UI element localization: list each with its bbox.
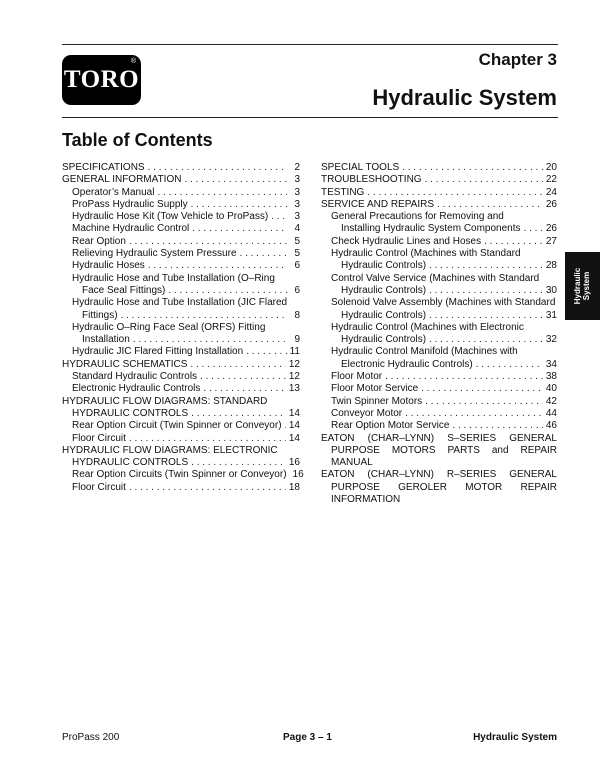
top-rule <box>62 44 558 45</box>
toc-entry-title: Control Valve Service (Machines with Standard <box>331 272 540 284</box>
toc-entry-page: 5 <box>294 235 300 247</box>
toc-entry-page: 20 <box>545 162 557 173</box>
dot-leader <box>429 285 543 297</box>
dot-leader <box>437 199 543 211</box>
toc-entry-page: 26 <box>545 223 557 235</box>
toc-entry-title: Floor Circuit <box>72 481 126 493</box>
toc-entry-title: Rear Option <box>72 235 126 247</box>
registered-mark: ® <box>130 58 136 65</box>
dot-leader <box>405 408 543 420</box>
toc-entry[interactable] <box>62 248 300 260</box>
toc-entry[interactable] <box>62 383 300 395</box>
dot-leader <box>148 260 287 272</box>
toc-entry[interactable] <box>321 199 557 211</box>
toc-entry-title: Relieving Hydraulic System Pressure <box>72 248 237 260</box>
toc-entry-page: 12 <box>288 358 300 370</box>
toc-entry-title: Standard Hydraulic Controls <box>72 371 198 383</box>
toc-entry-page: 44 <box>545 407 557 419</box>
toc-entry[interactable] <box>62 420 300 432</box>
toc-entry-title: Installation <box>82 334 130 346</box>
toc-entry[interactable] <box>62 273 300 285</box>
toc-left-column <box>62 162 304 494</box>
toc-entry-title: ProPass Hydraulic Supply <box>72 198 188 210</box>
toc-entry-title: HYDRAULIC FLOW DIAGRAMS: ELECTRONIC <box>62 444 278 456</box>
toc-entry[interactable] <box>321 469 557 481</box>
toc-entry[interactable] <box>321 310 557 322</box>
dot-leader <box>190 359 285 371</box>
logo-text: TORO <box>63 66 140 93</box>
dot-leader <box>121 310 287 322</box>
toc-entry-title: Hydraulic Control (Machines with Standard <box>331 248 521 260</box>
toc-entry-page: 3 <box>294 198 300 210</box>
toc-entry-title: SERVICE AND REPAIRS <box>321 198 434 210</box>
toc-entry-title: Installing Hydraulic System Components <box>341 223 521 235</box>
toc-entry[interactable] <box>62 408 300 420</box>
toc-entry-page: 14 <box>288 432 300 444</box>
toc-entry[interactable] <box>62 433 300 445</box>
dot-leader <box>484 236 543 248</box>
toc-heading: Table of Contents <box>62 130 213 150</box>
toc-entry-page: 18 <box>288 481 300 493</box>
dot-leader <box>240 248 287 260</box>
dot-leader <box>191 457 286 469</box>
toc-entry-title: TESTING <box>321 186 365 198</box>
dot-leader <box>148 162 287 174</box>
dot-leader <box>385 371 543 383</box>
toc-entry[interactable] <box>62 285 300 297</box>
toc-entry-title: Rear Option Circuit (Twin Spinner or Conveyor) <box>72 420 282 432</box>
dot-leader <box>425 174 543 186</box>
toc-entry-title: Floor Circuit <box>72 432 126 444</box>
toc-entry[interactable] <box>62 322 300 334</box>
toc-entry-page: 38 <box>545 371 557 383</box>
toc-entry-title: Hydraulic Controls) <box>341 334 427 346</box>
toc-entry-title: Hydraulic Controls) <box>341 309 427 321</box>
toc-entry[interactable] <box>321 371 557 383</box>
dot-leader <box>402 162 543 174</box>
toc-entry[interactable] <box>321 334 557 346</box>
toc-entry[interactable] <box>321 297 557 309</box>
toc-entry[interactable] <box>321 174 557 186</box>
toc-entry[interactable] <box>62 371 300 383</box>
toc-entry[interactable] <box>62 346 300 358</box>
toc-entry-title: Hydraulic Hose and Tube Installation (JIC Flared <box>72 297 288 309</box>
toc-entry-title: Hydraulic Hose Kit (Tow Vehicle to ProPass) <box>72 211 269 223</box>
dot-leader <box>200 371 286 383</box>
dot-leader <box>421 383 543 395</box>
toc-entry-page: 11 <box>289 346 300 358</box>
toc-entry-page: 34 <box>545 358 557 370</box>
toc-entry-page: 3 <box>294 186 300 198</box>
dot-leader <box>246 346 286 358</box>
toc-entry-page: 8 <box>294 309 300 321</box>
toc-entry-title: INFORMATION <box>331 494 401 506</box>
toc-entry-title: Hydraulic Controls) <box>341 260 427 272</box>
toc-entry[interactable] <box>321 359 557 371</box>
toc-entry-title: HYDRAULIC CONTROLS <box>72 457 189 469</box>
toc-entry-title: EATON (CHAR–LYNN) S–SERIES GENERAL <box>321 432 557 444</box>
dot-leader <box>192 223 287 235</box>
toc-entry-page: 6 <box>294 260 300 272</box>
toc-entry-title: HYDRAULIC CONTROLS <box>72 407 189 419</box>
toc-entry-title: GENERAL INFORMATION <box>62 174 182 186</box>
dot-leader <box>429 260 543 272</box>
toc-entry-title: SPECIAL TOOLS <box>321 162 400 173</box>
dot-leader <box>367 187 543 199</box>
toc-entry-title: Check Hydraulic Lines and Hoses <box>331 235 482 247</box>
toc-entry-page: 5 <box>294 248 300 260</box>
toc-entry[interactable] <box>62 396 300 408</box>
toc-entry[interactable] <box>321 420 557 432</box>
toc-entry-page: 46 <box>545 420 557 432</box>
toc-entry-title: Floor Motor Service <box>331 383 419 395</box>
dot-leader <box>129 433 286 445</box>
dot-leader <box>191 199 287 211</box>
toc-entry-page: 3 <box>294 211 300 223</box>
toc-entry[interactable] <box>321 236 557 248</box>
dot-leader <box>168 285 287 297</box>
toc-entry-title: Twin Spinner Motors <box>331 395 423 407</box>
toc-entry-title: Floor Motor <box>331 371 383 383</box>
toc-entry-title: Hydraulic Hose and Tube Installation (O–Ring <box>72 272 275 284</box>
toc-entry[interactable] <box>62 469 304 481</box>
toc-entry-title: Rear Option Circuits (Twin Spinner or Conveyor) <box>72 469 287 481</box>
dot-leader <box>184 174 287 186</box>
toc-entry[interactable] <box>321 162 557 174</box>
toc-entry-page: 4 <box>294 223 300 235</box>
toc-entry[interactable] <box>321 285 557 297</box>
toc-entry-title: SPECIFICATIONS <box>62 162 145 173</box>
toc-entry-title: TROUBLESHOOTING <box>321 174 422 186</box>
toc-entry[interactable] <box>321 211 557 223</box>
toc-entry-page: 16 <box>292 469 304 481</box>
toc-entry[interactable] <box>62 457 300 469</box>
toc-entry[interactable] <box>62 297 300 309</box>
toc-entry[interactable] <box>321 346 557 358</box>
toc-entry[interactable] <box>321 322 557 334</box>
toc-entry-page: 14 <box>288 420 300 432</box>
toc-entry-title: Electronic Hydraulic Controls <box>72 383 201 395</box>
toc-entry-title: General Precautions for Removing and <box>331 211 504 223</box>
toc-entry[interactable] <box>62 260 300 272</box>
dot-leader <box>425 396 543 408</box>
toc-entry-title: Hydraulic O–Ring Face Seal (ORFS) Fitting <box>72 321 266 333</box>
toc-entry[interactable] <box>62 211 300 223</box>
toc-entry-title: Hydraulic Hoses <box>72 260 145 272</box>
toc-entry[interactable] <box>62 162 300 174</box>
toc-entry-page: 40 <box>545 383 557 395</box>
dot-leader <box>271 211 287 223</box>
toc-entry[interactable] <box>321 260 557 272</box>
toc-entry-title: Face Seal Fittings) <box>82 284 166 296</box>
toc-entry-page: 3 <box>294 174 300 186</box>
toc-entry[interactable] <box>62 236 300 248</box>
toc-entry-page: 6 <box>294 284 300 296</box>
toc-entry-title: Hydraulic Controls) <box>341 284 427 296</box>
toc-entry-page: 27 <box>545 235 557 247</box>
footer-left: ProPass 200 <box>62 732 120 743</box>
toc-entry-title: Hydraulic Control Manifold (Machines with <box>331 346 518 358</box>
toc-entry-page: 22 <box>545 174 557 186</box>
toc-entry-title: Electronic Hydraulic Controls) <box>341 358 473 370</box>
toc-entry[interactable] <box>321 408 557 420</box>
toc-entry[interactable] <box>321 187 557 199</box>
toc-entry[interactable] <box>321 383 557 395</box>
toc-entry[interactable] <box>321 482 557 494</box>
toc-entry[interactable] <box>321 248 557 260</box>
dot-leader <box>429 334 543 346</box>
toc-entry-title: Fittings) <box>82 309 118 321</box>
dot-leader <box>203 383 285 395</box>
toc-entry-page: 14 <box>288 407 300 419</box>
section-tab-line2: System <box>582 271 592 301</box>
toc-entry[interactable] <box>321 494 557 506</box>
toc-entry-title: PURPOSE MOTORS PARTS and REPAIR MANUAL <box>331 444 557 469</box>
toc-entry[interactable] <box>321 433 557 445</box>
toc-entry[interactable] <box>321 396 557 408</box>
footer-right: Hydraulic System <box>473 732 557 743</box>
toc-entry-title: Hydraulic JIC Flared Fitting Installation <box>72 346 244 358</box>
section-tab <box>565 252 600 320</box>
section-tab-line1: Hydraulic <box>573 267 583 305</box>
toc-right-column <box>321 162 557 506</box>
toc-entry[interactable] <box>62 187 300 199</box>
chapter-label: Chapter 3 <box>478 50 557 69</box>
title-rule <box>62 117 558 118</box>
toro-logo <box>62 55 141 105</box>
toc-entry-page: 9 <box>294 334 300 346</box>
toc-entry-page: 31 <box>545 309 557 321</box>
toc-entry[interactable] <box>62 334 300 346</box>
dot-leader <box>129 482 286 494</box>
toc-entry-title: PURPOSE GEROLER MOTOR REPAIR <box>331 481 557 493</box>
toc-entry[interactable] <box>321 223 557 235</box>
toc-entry-title: Operator’s Manual <box>72 186 155 198</box>
toc-entry-title: HYDRAULIC SCHEMATICS <box>62 358 188 370</box>
chapter-title: Hydraulic System <box>372 85 557 110</box>
dot-leader <box>476 359 543 371</box>
toc-entry[interactable] <box>321 445 557 470</box>
dot-leader <box>285 420 286 432</box>
toc-entry[interactable] <box>321 273 557 285</box>
toc-entry-title: EATON (CHAR–LYNN) R–SERIES GENERAL <box>321 469 557 481</box>
footer-page-number: Page 3 – 1 <box>283 732 332 743</box>
toc-entry-page: 13 <box>288 383 300 395</box>
toc-entry-title: Machine Hydraulic Control <box>72 223 190 235</box>
toc-entry-page: 26 <box>545 198 557 210</box>
dot-leader <box>524 223 543 235</box>
toc-entry-page: 16 <box>288 457 300 469</box>
toc-entry[interactable] <box>62 174 300 186</box>
toc-entry-title: HYDRAULIC FLOW DIAGRAMS: STANDARD <box>62 395 268 407</box>
dot-leader <box>191 408 286 420</box>
toc-entry[interactable] <box>62 359 300 371</box>
toc-entry-title: Rear Option Motor Service <box>331 420 450 432</box>
toc-entry-page: 30 <box>545 284 557 296</box>
dot-leader <box>129 236 287 248</box>
dot-leader <box>429 310 543 322</box>
toc-entry-title: Hydraulic Control (Machines with Electronic <box>331 321 524 333</box>
toc-entry-title: Solenoid Valve Assembly (Machines with Standard <box>331 297 556 309</box>
dot-leader <box>157 187 287 199</box>
toc-entry[interactable] <box>62 199 300 211</box>
toc-entry-title: Conveyor Motor <box>331 407 403 419</box>
toc-entry-page: 12 <box>288 371 300 383</box>
toc-entry[interactable] <box>62 223 300 235</box>
toc-entry-page: 2 <box>294 162 300 173</box>
toc-entry-page: 24 <box>545 186 557 198</box>
dot-leader <box>133 334 287 346</box>
toc-entry-page: 32 <box>545 334 557 346</box>
toc-entry[interactable] <box>62 310 300 322</box>
toc-entry[interactable] <box>62 482 300 494</box>
toc-entry-page: 42 <box>545 395 557 407</box>
toc-entry[interactable] <box>62 445 300 457</box>
dot-leader <box>452 420 542 432</box>
toc-entry-page: 28 <box>545 260 557 272</box>
